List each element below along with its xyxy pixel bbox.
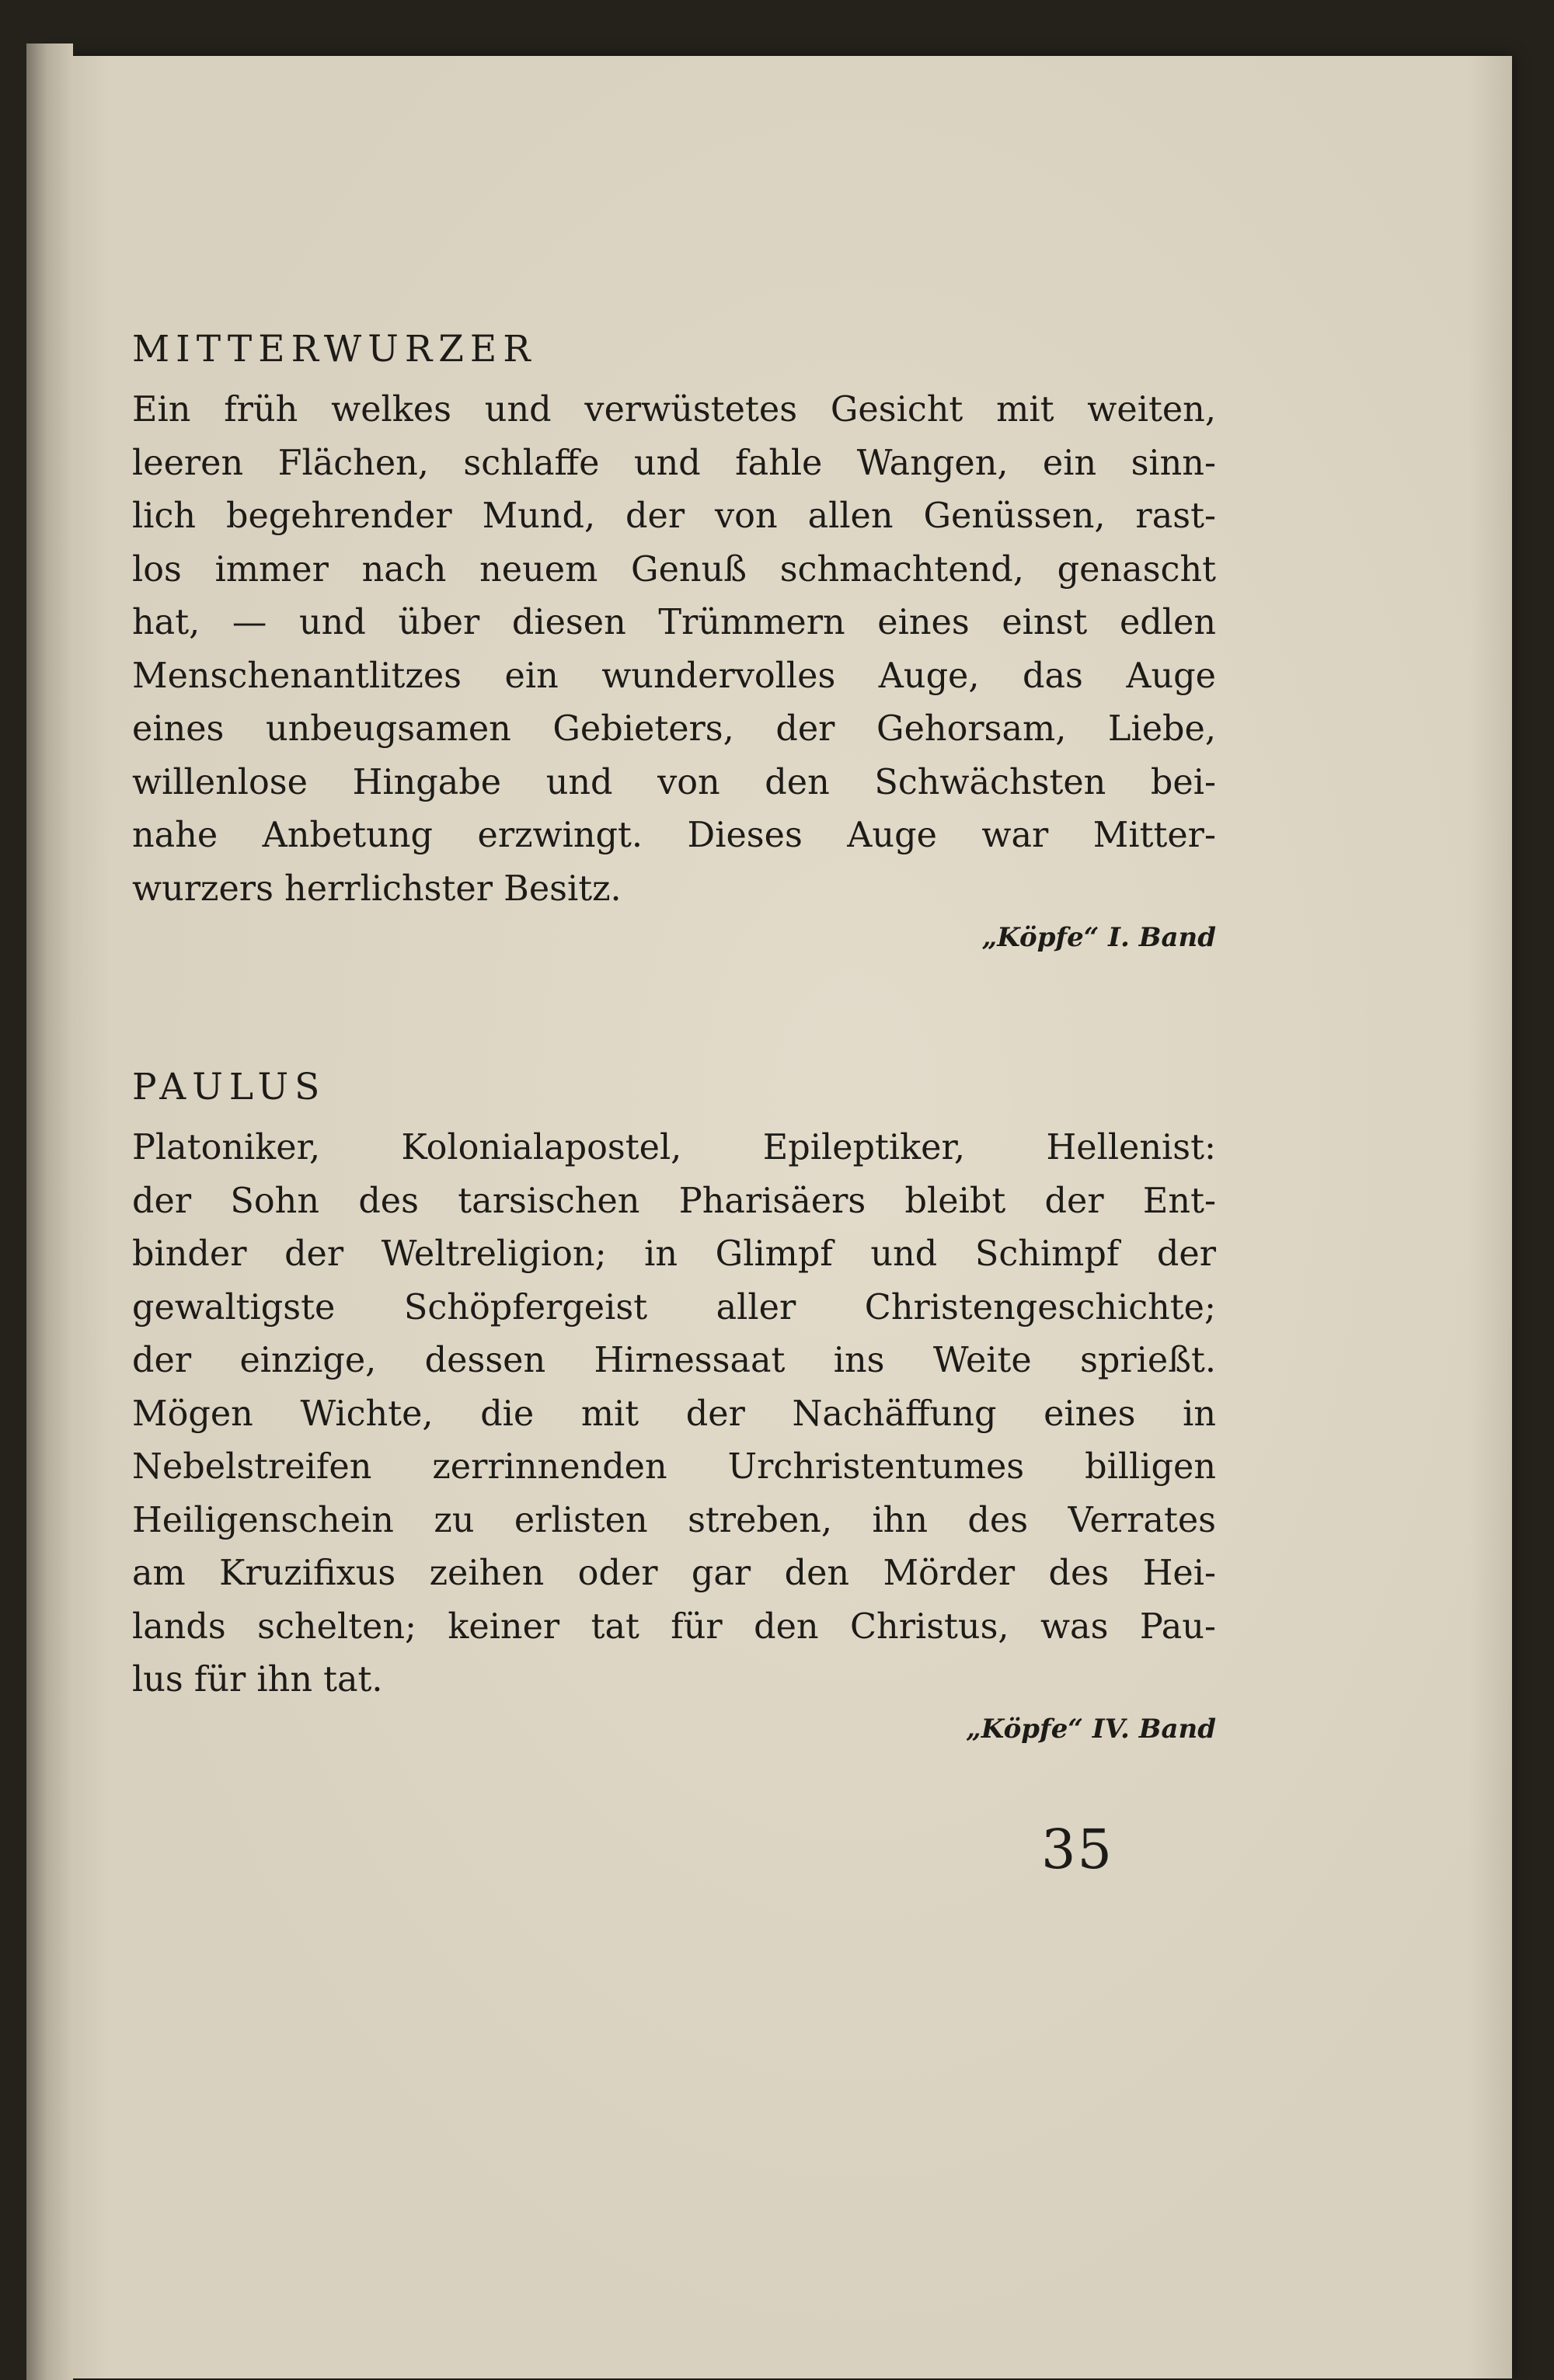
text-line: der einzige, dessen Hirnessaat ins Weite sprießt. xyxy=(132,1341,1216,1380)
text-line: binder der Weltreligion; in Glimpf und Schimpf der xyxy=(132,1234,1216,1274)
text-line: Platoniker, Kolonialapostel, Epileptiker, Hellenist: xyxy=(132,1128,1216,1167)
text-line: am Kruzifixus zeihen oder gar den Mörder des Hei- xyxy=(132,1554,1216,1593)
section-heading: MITTERWURZER xyxy=(132,328,537,371)
text-line: nahe Anbetung erzwingt. Dieses Auge war Mitter- xyxy=(132,816,1216,855)
text-line: Mögen Wichte, die mit der Nachäffung eines in xyxy=(132,1394,1216,1434)
text-line: Ein früh welkes und verwüstetes Gesicht mit weiten, xyxy=(132,390,1216,430)
text-line: lands schelten; keiner tat für den Christus, was Pau- xyxy=(132,1606,1216,1647)
source-citation: „Köpfe“ I. Band xyxy=(981,922,1216,953)
text-line: los immer nach neuem Genuß schmachtend, genascht xyxy=(132,549,1216,590)
text-line: Heiligenschein zu erlisten streben, ihn des Verrates xyxy=(132,1500,1216,1540)
text-line: hat, — und über diesen Trümmern eines einst edlen xyxy=(132,603,1216,642)
text-line: wurzers herrlichster Besitz. xyxy=(132,868,622,909)
section-mitterwurzer xyxy=(132,326,1216,955)
text-line: der Sohn des tarsischen Pharisäers bleibt der Ent- xyxy=(132,1181,1216,1221)
book-spine-gutter xyxy=(26,43,73,2380)
page-number: 35 xyxy=(1041,1818,1114,1881)
text-line: willenlose Hingabe und von den Schwächsten bei- xyxy=(132,762,1216,802)
text-line: Nebelstreifen zerrinnenden Urchristentumes billigen xyxy=(132,1447,1216,1487)
text-line: gewaltigste Schöpfergeist aller Christengeschichte; xyxy=(132,1287,1216,1327)
section-heading: PAULUS xyxy=(132,1066,326,1108)
text-line: leeren Flächen, schlaffe und fahle Wangen, ein sinn- xyxy=(132,443,1216,483)
text-line: Menschenantlitzes ein wundervolles Auge, das Auge xyxy=(132,656,1216,696)
text-line: lich begehrender Mund, der von allen Genüssen, rast- xyxy=(132,496,1216,536)
text-line: lus für ihn tat. xyxy=(132,1660,383,1700)
source-citation: „Köpfe“ IV. Band xyxy=(966,1713,1216,1745)
section-paulus xyxy=(132,1064,1216,1746)
text-line: eines unbeugsamen Gebieters, der Gehorsam, Liebe, xyxy=(132,709,1216,749)
